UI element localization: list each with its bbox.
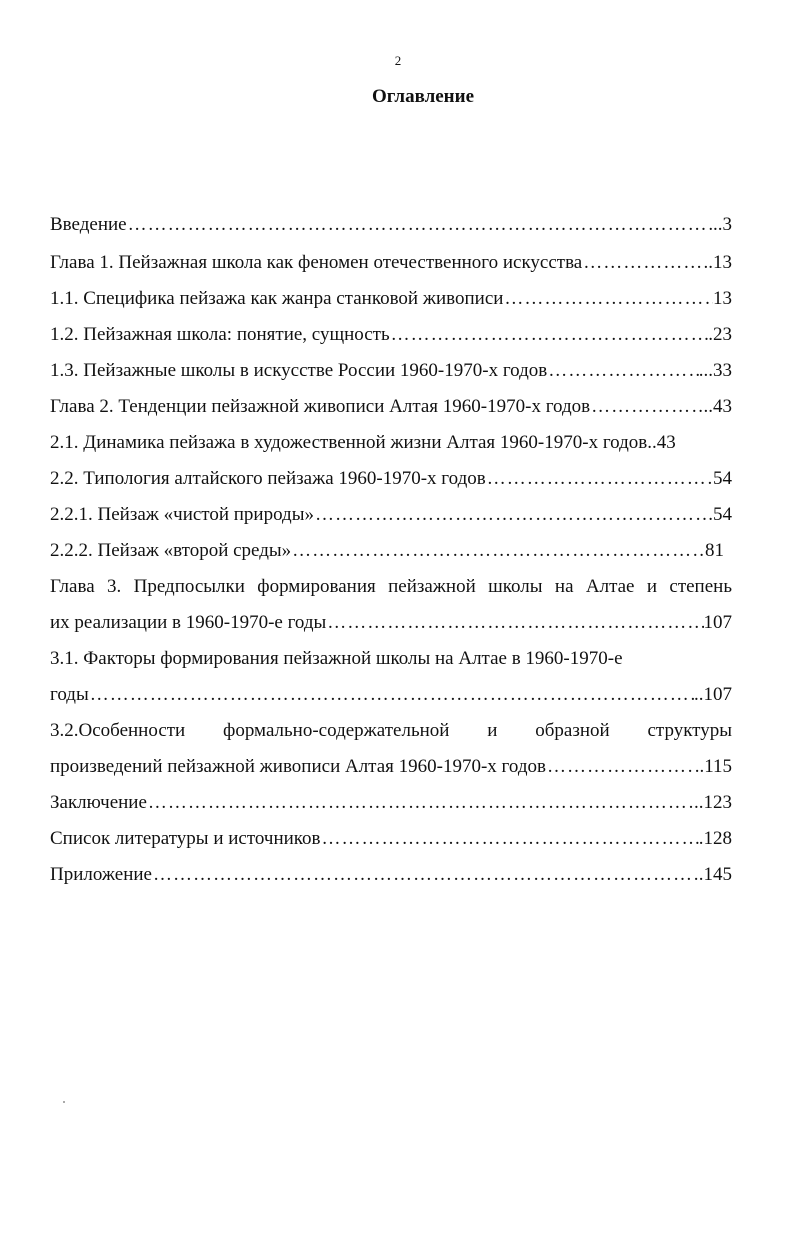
- dot-leader: [390, 320, 709, 350]
- toc-entry-page: ..3: [713, 214, 732, 235]
- toc-entry-1-1: [50, 284, 732, 314]
- toc-entry-bibliography: [50, 824, 732, 854]
- toc-entry-page: ..43: [703, 396, 732, 417]
- toc-entry-page: .128: [698, 828, 732, 849]
- dot-leader: [503, 284, 713, 314]
- toc-entry-label: 3.1. Факторы формирования пейзажной школы на Алтае в 1960-1970-е: [50, 648, 623, 669]
- toc-entry-page: 81: [705, 540, 724, 561]
- dot-leader: [291, 536, 705, 566]
- toc-entry-page: .54: [708, 504, 732, 525]
- toc-entry-3-1-line-2: [50, 680, 732, 710]
- toc-entry-label: их реализации в 1960-1970-е годы: [50, 612, 327, 633]
- dot-leader: [486, 464, 713, 494]
- dot-leader: [152, 860, 699, 890]
- toc-entry-page: 43: [656, 432, 676, 453]
- toc-entry-label: 1.3. Пейзажные школы в искусстве России 1960-1970-х годов: [50, 360, 548, 381]
- dot-leader: [314, 500, 708, 530]
- toc-entry-label: произведений пейзажной живописи Алтая 1960-1970-х годов: [50, 756, 546, 777]
- toc-entry-2-2-1: [50, 500, 732, 530]
- toc-entry-introduction: [50, 210, 732, 240]
- toc-entry-chapter-3-line-2: [50, 608, 732, 638]
- toc-entry-page: ..123: [694, 792, 732, 813]
- toc-entry-label: 1.1. Специфика пейзажа как жанра станковой живописи: [50, 288, 504, 309]
- toc-entry-label: годы: [50, 684, 89, 705]
- toc-entry-label: 2.2. Типология алтайского пейзажа 1960-1970-х годов: [50, 468, 486, 489]
- page-number: 2: [394, 53, 402, 68]
- toc-entry-3-1-line-1: [50, 644, 732, 674]
- toc-entry-3-2-line-2: [50, 752, 732, 782]
- toc-entry-page: .23: [708, 324, 732, 345]
- dot-leader: [89, 680, 694, 710]
- toc-entry-page: ..13: [703, 252, 732, 273]
- toc-entry-page: .145: [698, 864, 732, 885]
- toc-entry-page: ...33: [698, 360, 732, 381]
- toc-entry-2-1: [50, 428, 732, 458]
- scan-speck: [63, 1101, 65, 1103]
- toc-entry-page: ..115: [694, 756, 732, 777]
- toc-entry-label: 2.1. Динамика пейзажа в художественной жизни Алтая 1960-1970-х годов..: [50, 432, 657, 453]
- dot-leader: [127, 210, 713, 240]
- toc-entry-appendix: [50, 860, 732, 890]
- toc-entry-1-2: [50, 320, 732, 350]
- toc-entry-chapter-1: [50, 248, 732, 278]
- toc-entry-2-2: [50, 464, 732, 494]
- dot-leader: [546, 752, 695, 782]
- dot-leader: [590, 392, 703, 422]
- toc-entry-label: 2.2.2. Пейзаж «второй среды»: [50, 540, 292, 561]
- toc-entry-page: ..107: [694, 684, 732, 705]
- toc-entry-label: Заключение: [50, 792, 147, 813]
- page-title: Оглавление: [371, 86, 475, 107]
- toc-entry-2-2-2: [50, 536, 724, 566]
- toc-entry-1-3: [50, 356, 732, 386]
- toc-entry-label: 3.2.Особенности формально-содержательной и образной структуры: [50, 720, 732, 741]
- toc-entry-page: 54: [713, 468, 732, 489]
- toc-entry-label: Приложение: [50, 864, 152, 885]
- dot-leader: [147, 788, 694, 818]
- dot-leader: [582, 248, 703, 278]
- toc-entry-conclusion: [50, 788, 732, 818]
- toc-entry-page: 107: [703, 612, 732, 633]
- dot-leader: [321, 824, 699, 854]
- toc-entry-3-2-line-1: [50, 716, 732, 746]
- toc-entry-page: 13: [713, 288, 732, 309]
- dot-leader: [326, 608, 703, 638]
- toc-entry-label: 2.2.1. Пейзаж «чистой природы»: [50, 504, 314, 525]
- toc-entry-label: Глава 2. Тенденции пейзажной живописи Алтая 1960-1970-х годов: [50, 396, 591, 417]
- toc-entry-label: Глава 1. Пейзажная школа как феномен отечественного искусства: [50, 252, 583, 273]
- toc-entry-label: Глава 3. Предпосылки формирования пейзажной школы на Алтае и степень: [50, 576, 732, 597]
- toc-entry-label: 1.2. Пейзажная школа: понятие, сущность: [50, 324, 390, 345]
- toc-entry-label: Список литературы и источников: [50, 828, 321, 849]
- dot-leader: [547, 356, 699, 386]
- toc-entry-chapter-3-line-1: [50, 572, 732, 602]
- toc-entry-chapter-2: [50, 392, 732, 422]
- toc-entry-label: Введение: [50, 214, 127, 235]
